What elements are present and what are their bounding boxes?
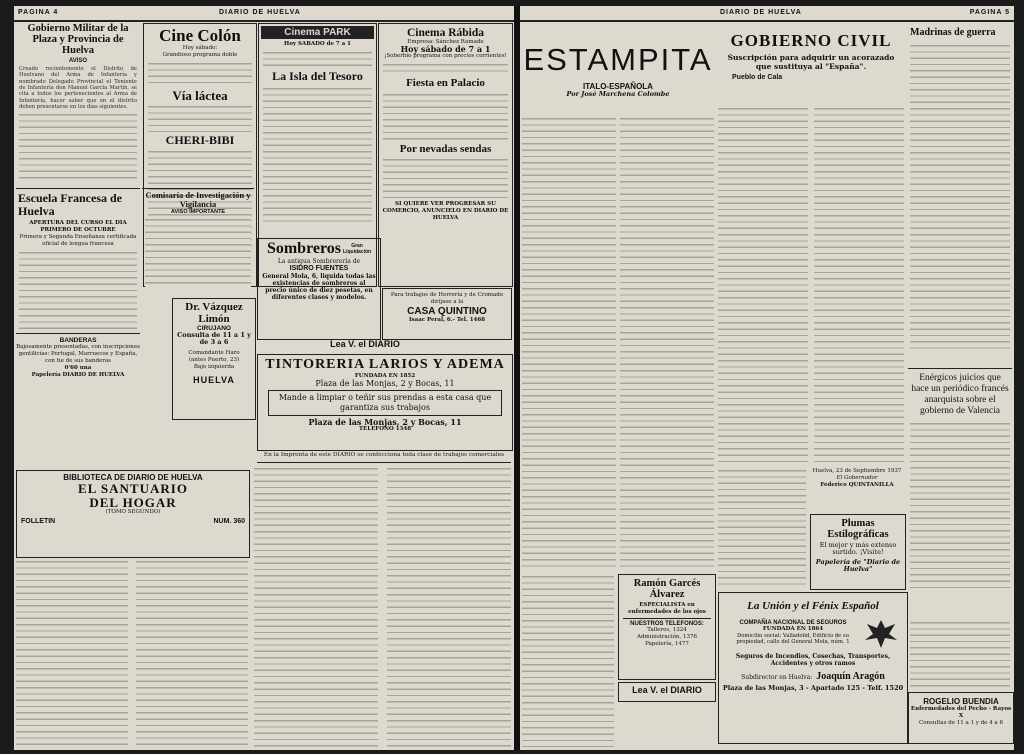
madrinas-lines <box>910 43 1010 353</box>
tintoreria-slogan-box <box>268 390 502 416</box>
garces-phone2: Administración, 1376 <box>637 634 697 641</box>
garces-ad <box>618 574 716 680</box>
gobierno-civil-list <box>718 106 904 466</box>
left-serial-text <box>16 559 248 747</box>
escuela-line2: Primera y Segunda Enseñanza certificada oficial de lengua francesa <box>19 234 137 248</box>
lea-diario-left <box>310 339 420 353</box>
biblioteca-header: BIBLIOTECA DE DIARIO DE HUELVA <box>63 473 203 482</box>
gobierno-civil-town: Pueblo de Cala <box>732 73 783 81</box>
vazquez-name: Dr. Vázquez Limón <box>185 301 243 325</box>
cinema-park-text-lines-2 <box>263 86 372 226</box>
gobierno-militar-title: Gobierno Militar de la Plaza y Provincia de Huelva <box>27 23 129 57</box>
energicos-lines <box>910 421 1010 591</box>
right-page <box>520 6 1014 750</box>
estampita-article-body <box>522 116 714 571</box>
estampita-title: ESTAMPITA <box>523 42 713 77</box>
banderas-shop: Papelería DIARIO DE HUELVA <box>31 372 125 379</box>
lea-diario-right <box>618 682 716 702</box>
gobierno-civil-extra <box>718 468 806 588</box>
union-fenix-addr: Plaza de las Monjas, 3 - Apartado 125 - Telf. 1520 <box>722 684 904 693</box>
cine-colon-line2: Grandioso programa doble <box>162 51 238 58</box>
plumas-shop: Papelería de "Diario de Huelva" <box>815 558 901 574</box>
dr-vazquez-ad <box>172 298 256 420</box>
gobierno-civil-date: Huelva, 23 de Septiembre 1937 <box>812 468 902 474</box>
comisaria-title: Comisaría de Investigación y Vigilancia <box>145 190 251 209</box>
cine-colon-title: Cine Colón <box>159 26 241 45</box>
sombreros-line1: La antigua Sombrerería de <box>277 257 361 265</box>
biblioteca-serial <box>16 470 250 558</box>
newspaper-spread <box>14 6 1014 750</box>
buendia-extra: Consultas de 11 a 1 y de 4 a 6 <box>919 720 1003 726</box>
right-page-header <box>520 6 1014 22</box>
sombreros-line2: General Mola, 6, liquida todas las existencias de sombreros al precio único de diez pesetas, en diferentes clases y modelos. <box>262 272 376 301</box>
madrinas-article <box>908 24 1012 364</box>
sombreros-side: Gran Liquidación <box>343 243 372 256</box>
cinema-rabida-ad <box>378 23 513 287</box>
estampita-subtitle: ITALO-ESPAÑOLA <box>583 82 653 91</box>
plumas-title: Plumas Estilográficas <box>827 518 889 541</box>
union-fenix-founded: FUNDADA EN 1864 <box>762 625 824 632</box>
comisaria-notice <box>142 188 254 294</box>
union-fenix-ad <box>718 592 908 744</box>
tintoreria-founded: FUNDADA EN 1852 <box>354 372 416 379</box>
plumas-ad <box>810 514 906 590</box>
gobierno-civil-head <box>718 24 904 104</box>
estampita-column-1 <box>522 116 616 571</box>
left-page-number: PAGINA 4 <box>18 9 59 16</box>
vazquez-city: HUELVA <box>193 375 235 386</box>
cinema-rabida-line2: Hoy sábado de 7 a 1 <box>400 44 491 55</box>
vazquez-addr2: (antes Puerto, 23) <box>188 357 240 364</box>
tintoreria-title: TINTORERIA LARIOS Y ADEMA <box>265 357 505 372</box>
sombreros-big: Sombreros <box>266 240 342 257</box>
union-fenix-lines: Seguros de Incendios, Cosechas, Transportes, Accidentes y otros ramos <box>735 652 891 668</box>
estampita-article-head <box>522 24 714 114</box>
plumas-line1: El mejor y más extenso surtido. ¡Visite! <box>819 541 897 557</box>
imprenta-strip-text: En la Imprenta de este DIARIO se confecciona toda clase de trabajos comerciales <box>263 452 505 458</box>
union-fenix-subdirector: Joaquín Aragón <box>816 670 885 682</box>
banderas-price: 0'60 una <box>64 365 92 372</box>
garces-phones-title: NUESTROS TELEFONOS: <box>630 621 704 628</box>
cinema-rabida-line3: ¡Soberbio programa con precios corrientes! <box>384 53 507 60</box>
biblioteca-num: NUM. 360 <box>213 518 245 526</box>
gobierno-civil-sign2: Federico QUINTANILLA <box>820 482 894 488</box>
gobierno-militar-notice <box>16 23 140 183</box>
cine-colon-film2: CHERI-BIBI <box>165 133 235 148</box>
estampita-tail-lines <box>522 574 614 747</box>
garces-phone1: Talleres, 1324 <box>647 627 687 634</box>
cinema-park-film: La Isla del Tesoro <box>272 69 363 83</box>
biblioteca-title1: EL SANTUARIO <box>78 481 188 496</box>
left-page <box>14 6 514 750</box>
quintino-addr: Isaac Peral, 6.- Tel. 1468 <box>408 317 486 323</box>
cine-colon-text-lines <box>148 61 252 87</box>
garces-name1: Ramón Garcés <box>633 578 701 589</box>
estampita-column-2 <box>620 116 714 571</box>
tintoreria-addr: Plaza de las Monjas, 2 y Bocas, 11 <box>315 378 455 388</box>
right-page-number: PAGINA 5 <box>969 9 1010 16</box>
cinema-park-title-bar <box>261 26 374 39</box>
buendia-ad <box>908 692 1014 744</box>
vazquez-role: CIRUJANO <box>197 325 231 333</box>
garces-name2: Álvarez <box>649 589 685 601</box>
gobierno-militar-body: Creado recientemente el Distrito de Huelvano del Arma de Infantería y nombrado Delegado Provincial el Teniente de Infantería don Manuel García Martín, se cita a todos los pertenecientes al Arma de Infantería, hacer saber que en el distrito deben presentarse en los días siguientes. <box>19 66 137 110</box>
escuela-title: Escuela Francesa de Huelva <box>18 191 122 218</box>
serial-column-2 <box>136 559 248 747</box>
lea-diario-right-text: Lea V. el DIARIO <box>632 685 702 695</box>
madrinas-title: Madrinas de guerra <box>910 27 996 38</box>
tintoreria-slogan: Mande a limpiar o teñir sus prendas a esta casa que garantiza sus trabajos <box>278 392 492 412</box>
cinema-rabida-text-lines <box>383 62 508 76</box>
phoenix-emblem-icon <box>861 616 901 650</box>
cinema-rabida-text-lines-2 <box>383 92 508 142</box>
cinema-rabida-text-lines-3 <box>383 157 508 199</box>
union-fenix-domicile: Domicilio social: Valladolid, Edificio de su propiedad, calle del General Mola, núm. 1 <box>736 632 850 646</box>
energicos-tail <box>908 620 1012 690</box>
left-page-header <box>14 6 514 22</box>
escuela-francesa-notice <box>16 188 140 429</box>
cinema-rabida-film2: Por nevadas sendas <box>399 142 492 155</box>
left-masthead: DIARIO DE HUELVA <box>219 9 301 16</box>
biblioteca-folletin: FOLLETIN <box>21 518 56 526</box>
buendia-name: ROGELIO BUENDIA <box>923 697 999 706</box>
cinema-park-title: Cinema PARK <box>284 27 351 38</box>
biblioteca-tome: (TOMO SEGUNDO) <box>105 509 161 516</box>
imprenta-strip <box>257 452 511 463</box>
banderas-title: BANDERAS <box>59 337 97 345</box>
energicos-article <box>908 368 1012 619</box>
buendia-spec: Enfermedades del Pecho - Rayos X <box>910 706 1012 719</box>
vazquez-hours: Consulta de 11 a 1 y de 3 a 6 <box>177 331 251 347</box>
gobierno-civil-column-1 <box>718 106 808 466</box>
sombreros-owner: ISIDRO FUENTES <box>289 264 349 272</box>
cinema-rabida-title: Cinema Rábida <box>407 27 484 39</box>
union-fenix-subdirector-label: Subdirector en Huelva: <box>741 673 813 681</box>
gobierno-militar-text-lines <box>19 112 137 183</box>
cinema-park-line1: Hoy SABADO de 7 a 1 <box>284 41 351 47</box>
gobierno-civil-column-2 <box>814 106 904 466</box>
cine-colon-text-lines-2 <box>148 104 252 132</box>
comisaria-text-lines <box>145 217 251 287</box>
cinema-park-text-lines <box>263 50 372 68</box>
energicos-tail-lines <box>910 620 1010 690</box>
serial-column-4 <box>387 466 511 747</box>
serial-column-3 <box>254 466 378 747</box>
sombreros-ad <box>257 238 381 340</box>
gobierno-militar-subtitle: AVISO <box>68 58 88 65</box>
serial-column-1 <box>16 559 128 747</box>
biblioteca-title2: DEL HOGAR <box>89 494 177 510</box>
vazquez-addr3: Bajo izquierda <box>193 364 235 371</box>
garces-phone3: Papelería, 1477 <box>645 641 689 648</box>
tintoreria-ad <box>257 354 513 451</box>
left-serial-text-2 <box>254 466 511 747</box>
estampita-author: Por José Marchena Colombe <box>566 90 670 98</box>
vazquez-addr1: Comandante Haro <box>188 350 240 357</box>
union-fenix-company: COMPAÑIA NACIONAL DE SEGUROS <box>739 619 847 626</box>
cinema-rabida-note: SI QUIERE VER PROGRESAR SU COMERCIO, ANUNCIELO EN DIARIO DE HUELVA <box>382 201 509 222</box>
gobierno-civil-signature <box>810 468 904 508</box>
cinema-rabida-line1: Empresa: Sánchez Ramade <box>407 39 484 46</box>
estampita-tail <box>522 574 614 747</box>
quintino-title: CASA QUINTINO <box>407 306 487 317</box>
tintoreria-addr2: Plaza de las Monjas, 2 y Bocas, 11 <box>308 416 462 427</box>
banderas-text: Bajosamente presentadas, con inscripciones gentilicias: Portugal, Marruecos y España, con tie de sus banderas <box>16 344 140 365</box>
right-masthead: DIARIO DE HUELVA <box>720 9 802 16</box>
escuela-text-lines <box>19 250 137 330</box>
quintino-line1: Para trabajos de Herrería y de Cromado diríjase a la <box>390 292 504 305</box>
gobierno-civil-title: GOBIERNO CIVIL <box>730 31 892 50</box>
union-fenix-title: La Unión y el Fénix Español <box>747 600 879 612</box>
escuela-line1: APERTURA DEL CURSO EL DIA PRIMERO DE OCTUBRE <box>29 220 127 234</box>
gobierno-civil-extra-lines <box>718 468 806 588</box>
garces-spec: ESPECIALISTA en enfermedades de los ojos <box>628 602 706 616</box>
cine-colon-film1: Vía láctea <box>172 87 228 103</box>
cinema-rabida-film1: Fiesta en Palacio <box>406 77 485 90</box>
casa-quintino-ad <box>382 288 512 340</box>
energicos-title: Enérgicos juicios que hace un periódico francés anarquista sobre el gobierno de Valencia <box>911 373 1009 416</box>
cine-colon-line1: Hoy sábado: <box>182 44 218 51</box>
tintoreria-phone: TELEFONO 1348 <box>358 425 412 432</box>
gobierno-civil-sign1: El Gobernador <box>836 475 878 481</box>
lea-diario-left-text: Lea V. el DIARIO <box>330 339 400 349</box>
gobierno-civil-subtitle: Suscripción para adquirir un acorazado que sustituya al "España". <box>727 52 895 71</box>
comisaria-subtitle: AVISO IMPORTANTE <box>170 208 226 215</box>
